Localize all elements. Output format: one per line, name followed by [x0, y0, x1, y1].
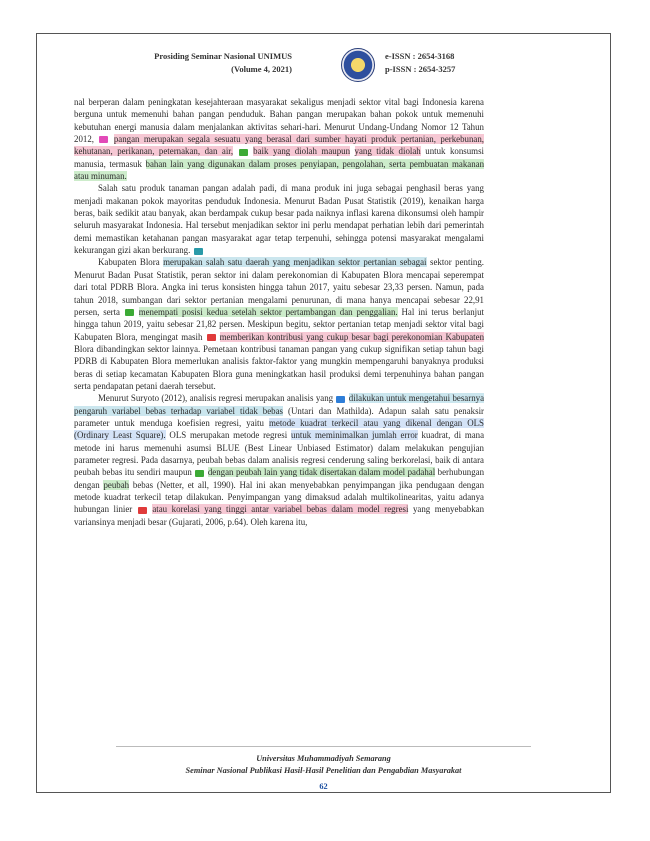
highlight-pink[interactable]: yang tidak diolah	[354, 146, 421, 157]
footer-seminar: Seminar Nasional Publikasi Hasil-Hasil Penelitian dan Pengabdian Masyarakat	[185, 766, 462, 775]
footer-divider	[116, 746, 531, 747]
paragraph-2: Salah satu produk tanaman pangan adalah padi, di mana produk ini juga sebagai penghasil beras yang menjadi makanan pokok mayoritas penduduk Indonesia. Menurut Badan Pusat Statistik (2019), kenaikan harga beras, baik sedikit atau banyak, akan berdampak cukup besar pada naiknya inflasi karena dikonsumsi oleh hampir seluruh masyarakat Indonesia. Hal tersebut menjadikan sektor ini perlu mendapat perhatian lebih dari pemerintah demi memastikan ketahanan pangan masyarakat agar tetap terpenuhi, sehingga potensi masyarakat mengalami kekurangan gizi akan berkurang.	[74, 183, 484, 256]
highlight-light-blue[interactable]: metode kuadrat terkecil atau yang dikenal dengan OLS (Ordinary Least Square).	[74, 417, 484, 441]
highlight-pink[interactable]: baik yang diolah maupun	[253, 146, 351, 157]
highlight-pink[interactable]: atau korelasi yang tinggi antar variabel bebas dalam model regresi	[152, 504, 409, 515]
highlight-blue[interactable]: merupakan salah satu daerah yang menjadikan sektor pertanian sebagai	[163, 257, 427, 268]
eissn-label: e-ISSN : 2654-3168	[385, 51, 455, 61]
footer-university: Universitas Muhammadiyah Semarang	[256, 754, 391, 763]
page-footer	[36, 753, 611, 793]
highlight-green[interactable]: bahan lain yang digunakan dalam proses penyiapan, pengolahan, serta pembuatan makanan atau minuman.	[74, 158, 485, 182]
highlight-green[interactable]: peubah	[103, 479, 130, 490]
proceedings-title: Prosiding Seminar Nasional UNIMUS	[154, 51, 292, 61]
highlight-light-blue[interactable]: untuk meminimalkan jumlah error	[291, 430, 418, 441]
page-number: 62	[319, 782, 328, 791]
pissn-label: p-ISSN : 2654-3257	[385, 64, 456, 74]
volume-label: (Volume 4, 2021)	[231, 64, 292, 74]
paragraph-1: nal berperan dalam peningkatan kesejahteraan masyarakat sekaligus menjadi sektor vital bagi Indonesia karena berguna untuk memenuhi bahan pangan penduduk. Bahan pangan merupakan bahan pokok untuk memenuhi kebutuhan energi manusia dalam menjalankan aktivitas sehari-hari. Menurut Undang-Undang Nomor 12 Tahun 2012, pangan merupakan segala sesuatu yang berasal dari sumber hayati produk pertanian, perkebunan, kehutanan, perikanan, peternakan, dan air, baik yang diolah maupun yang tidak diolah untuk konsumsi manusia, termasuk bahan lain yang digunakan dalam proses penyiapan, pengolahan, serta pembuatan makanan atau minuman.	[74, 97, 485, 182]
paragraph-4: Menurut Suryoto (2012), analisis regresi merupakan analisis yang dilakukan untuk mengetahui besarnya pengaruh variabel bebas terhadap variabel tidak bebas (Untari dan Mathilda). Adapun salah satu penaksir parameter untuk menduga koefisien regresi, yaitu metode kuadrat terkecil atau yang dikenal dengan OLS (Ordinary Least Square). OLS merupakan metode regresi untuk meminimalkan jumlah error kuadrat, di mana metode ini harus memenuhi asumsi BLUE (Best Linear Unbiased Estimator) dalam melakukan pengujian parameter regresi. Pada dasarnya, peubah bebas dalam analisis regresi cenderung saling berkorelasi, baik di antara peubah bebas itu sendiri maupun dengan peubah lain yang tidak disertakan dalam model padahal berhubungan dengan peubah bebas (Netter, et all, 1990). Hal ini akan menyebabkan penyimpangan jika pendugaan dengan metode kuadrat terkecil tetap dilakukan. Penyimpangan yang dimaksud adalah multikolinearitas, yaitu adanya hubungan linier atau korelasi yang tinggi antar variabel bebas dalam model regresi yang menyebabkan variansinya menjadi besar (Gujarati, 2006, p.64). Oleh karena itu,	[74, 393, 485, 527]
highlight-blue[interactable]: dilakukan untuk mengetahui besarnya pengaruh variabel bebas terhadap variabel tidak bebas	[74, 393, 485, 416]
page-footer-area	[36, 33, 611, 793]
highlight-pink[interactable]: pangan merupakan segala sesuatu yang berasal dari sumber hayati produk pertanian, perkebunan, kehutanan, perikanan, peternakan, dan air,	[74, 134, 484, 157]
paragraph-3: Kabupaten Blora merupakan salah satu daerah yang menjadikan sektor pertanian sebagai sektor penting. Menurut Badan Pusat Statistik, peran sektor ini dalam perekonomian di Kabupaten Blora mencapai seperempat dari total PDRB Blora. Angka ini terus konsisten hingga tahun 2017, yaitu sebesar 23,33 persen. Namun, pada tahun 2018, sumbangan dari sektor pertanian mengalami penurunan, di mana hanya mencapai sebesar 22,91 persen, serta menempati posisi kedua setelah sektor pertambangan dan penggalian. Hal ini terus berlanjut hingga tahun 2019, yaitu sebesar 21,82 persen. Meskipun begitu, sektor pertanian tetap menjadi sektor vital bagi Kabupaten Blora, mengingat masih memberikan kontribusi yang cukup besar bagi perekonomian Kabupaten Blora dibandingkan sektor lainnya. Pemetaan kontribusi tanaman pangan yang cukup signifikan setiap tahun bagi PDRB di Kabupaten Blora memerlukan analisis faktor-faktor yang mungkin mempengaruhi banyaknya produksi beras di setiap kecamatan Kabupaten Blora guna meningkatkan hasil produksi demi terpenuhinya bahan pangan serta pendapatan petani daerah tersebut.	[74, 257, 485, 391]
highlight-pink[interactable]: memberikan kontribusi yang cukup besar bagi perekonomian Kabupaten	[219, 331, 485, 342]
highlight-green[interactable]: menempati posisi kedua setelah sektor pertambangan dan penggalian.	[138, 306, 398, 317]
highlight-green[interactable]: dengan peubah lain yang tidak disertakan dalam model padahal	[207, 467, 436, 478]
